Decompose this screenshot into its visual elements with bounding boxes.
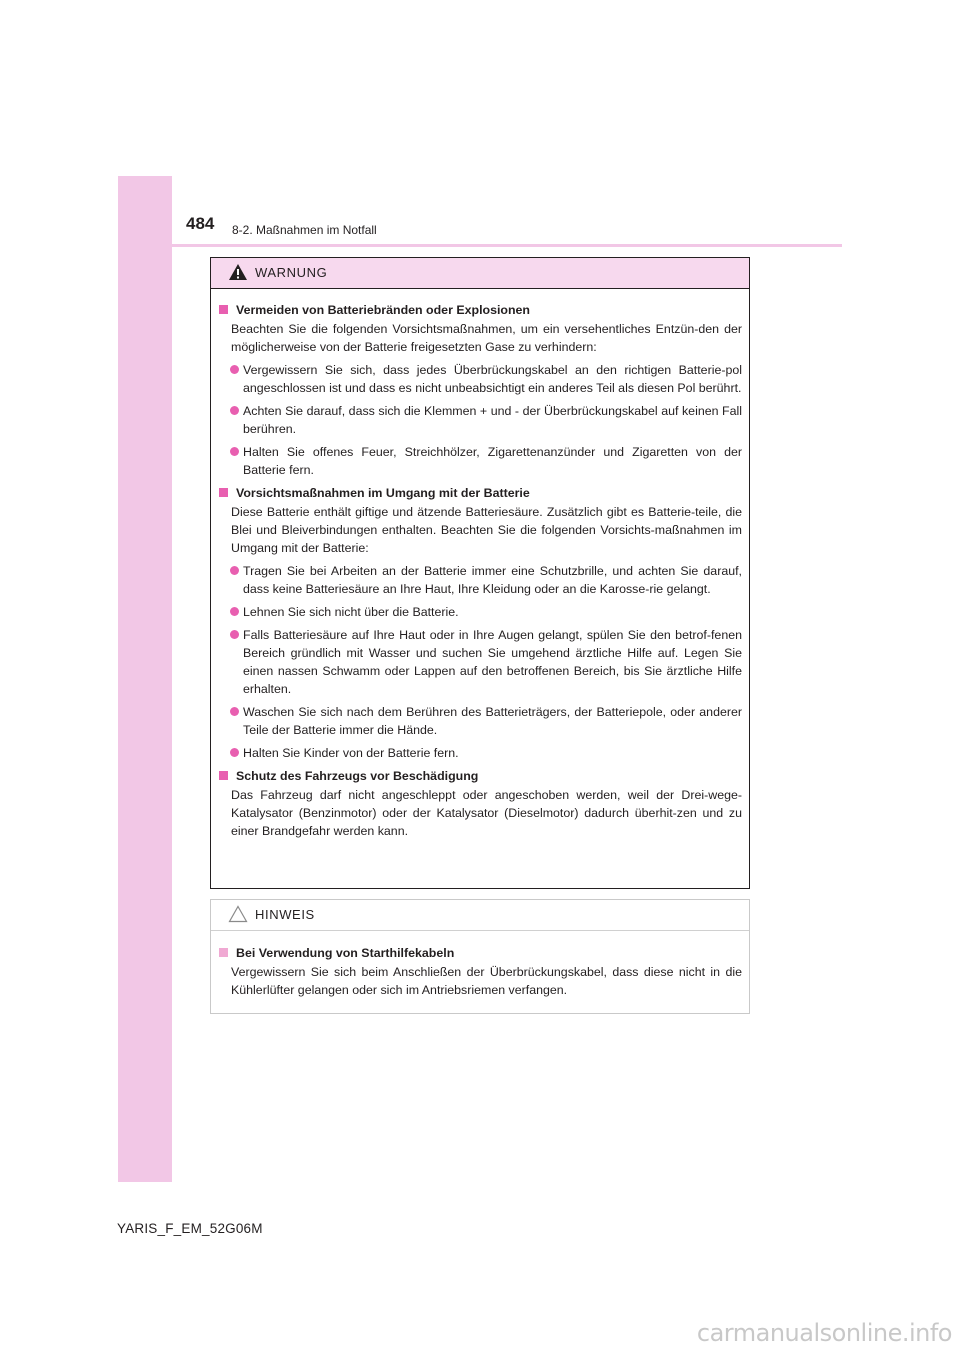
section-title: 8-2. Maßnahmen im Notfall xyxy=(232,223,377,237)
round-bullet-icon xyxy=(230,630,239,639)
model-code: YARIS_F_EM_52G06M xyxy=(117,1221,263,1236)
list-item: Halten Sie offenes Feuer, Streichhölzer, Zigarettenanzünder und Zigaretten von der Batterie fern. xyxy=(219,443,742,479)
warning-content xyxy=(211,289,749,840)
square-bullet-icon xyxy=(219,948,228,957)
square-bullet-icon xyxy=(219,488,228,497)
list-item: Waschen Sie sich nach dem Berühren des Batterieträgers, der Batteriepole, oder anderer Teile der Batterie immer die Hände. xyxy=(219,703,742,739)
page-number: 484 xyxy=(186,214,215,233)
notice-content xyxy=(211,931,749,999)
notice-heading: Bei Verwendung von Starthilfekabeln xyxy=(219,944,742,962)
square-bullet-icon xyxy=(219,771,228,780)
list-item: Achten Sie darauf, dass sich die Klemmen + und - der Überbrückungskabel auf keinen Fall berühren. xyxy=(219,402,742,438)
round-bullet-icon xyxy=(230,365,239,374)
round-bullet-icon xyxy=(230,566,239,575)
round-bullet-icon xyxy=(230,447,239,456)
round-bullet-icon xyxy=(230,748,239,757)
warning-header xyxy=(211,258,749,289)
header-rule xyxy=(172,244,842,247)
square-bullet-icon xyxy=(219,305,228,314)
warning-text-fire: Beachten Sie die folgenden Vorsichtsmaßnahmen, um ein versehentliches Entzün-den der möglicherweise von der Batterie freigesetzten Gase zu verhindern: xyxy=(231,322,742,354)
watermark: carmanualsonline.info xyxy=(696,1319,952,1347)
warning-title: WARNUNG xyxy=(255,265,328,280)
round-bullet-icon xyxy=(230,707,239,716)
list-item: Tragen Sie bei Arbeiten an der Batterie immer eine Schutzbrille, und achten Sie darauf, dass keine Batteriesäure an Ihre Haut, Ihre Kleidung oder an die Karosse-rie gelangt. xyxy=(219,562,742,598)
notice-box xyxy=(210,899,750,1014)
round-bullet-icon xyxy=(230,607,239,616)
warning-text-battery: Diese Batterie enthält giftige und ätzende Batteriesäure. Zusätzlich gibt es Batterie-teile, die Blei und Bleiverbindungen enthalten. Beachten Sie die folgenden Vorsichts-maßnahmen im Umgang mit der Batterie: xyxy=(231,505,742,555)
notice-text: Vergewissern Sie sich beim Anschließen der Überbrückungskabel, dass diese nicht in die Kühlerlüfter gelangen oder sich im Antriebsriemen verfangen. xyxy=(231,965,742,997)
chapter-sidebar-tab xyxy=(118,176,172,1182)
notice-triangle-icon xyxy=(228,905,248,923)
list-item: Halten Sie Kinder von der Batterie fern. xyxy=(219,744,742,762)
round-bullet-icon xyxy=(230,406,239,415)
warning-box xyxy=(210,257,750,889)
warning-heading-vehicle: Schutz des Fahrzeugs vor Beschädigung xyxy=(219,767,742,785)
list-item: Vergewissern Sie sich, dass jedes Überbrückungskabel an den richtigen Batterie-pol angeschlossen ist und dass es nicht unbeabsichtigt ein anderes Teil als diesen Pol berührt. xyxy=(219,361,742,397)
warning-heading-fire: Vermeiden von Batteriebränden oder Explosionen xyxy=(219,301,742,319)
list-item: Lehnen Sie sich nicht über die Batterie. xyxy=(219,603,742,621)
warning-triangle-icon xyxy=(228,263,248,281)
notice-header xyxy=(211,900,749,931)
warning-text-vehicle: Das Fahrzeug darf nicht angeschleppt oder angeschoben werden, weil der Drei-wege-Katalysator (Benzinmotor) oder der Katalysator (Dieselmotor) dadurch überhit-zen und zu einer Brandgefahr werden kann. xyxy=(231,788,742,838)
list-item: Falls Batteriesäure auf Ihre Haut oder in Ihre Augen gelangt, spülen Sie den betrof-fenen Bereich gründlich mit Wasser und suchen Sie umgehend ärztliche Hilfe auf. Legen Sie einen nassen Schwamm oder Lappen auf den betroffenen Bereich, bis Sie ärztliche Hilfe erhalten. xyxy=(219,626,742,698)
notice-title: HINWEIS xyxy=(255,907,315,922)
warning-heading-battery: Vorsichtsmaßnahmen im Umgang mit der Batterie xyxy=(219,484,742,502)
